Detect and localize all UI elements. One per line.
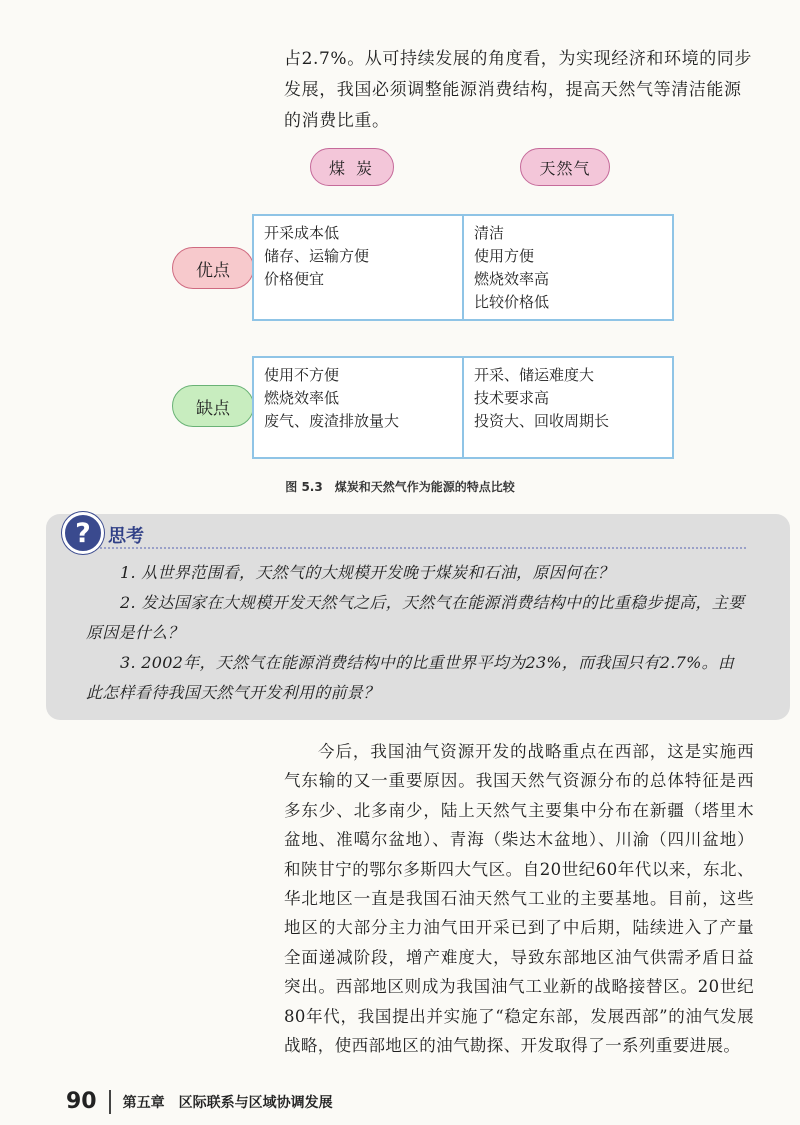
question-1: 1. 从世界范围看，天然气的大规模开发晚于煤炭和石油，原因何在？ — [120, 563, 614, 582]
think-title: 思考 — [108, 526, 144, 547]
gas-advantages-cell — [464, 216, 672, 319]
list-item: 燃烧效率低 — [264, 389, 340, 407]
page-number: 90 — [66, 1089, 97, 1114]
disadvantages-box — [252, 356, 674, 459]
list-item: 使用不方便 — [264, 366, 340, 384]
question-3: 3. 2002年，天然气在能源消费结构中的比重世界平均为23%，而我国只有2.7%。由此怎样看待我国天然气开发利用的前景？ — [86, 653, 735, 702]
row-label-disadvantages: 缺点 — [172, 385, 254, 427]
chapter-title: 第五章 区际联系与区域协调发展 — [122, 1094, 333, 1111]
list-item: 投资大、回收周期长 — [474, 412, 610, 430]
think-box — [46, 514, 790, 720]
dotted-divider — [100, 547, 746, 549]
figure-caption: 图 5.3 煤炭和天然气作为能源的特点比较 — [285, 480, 515, 494]
list-item: 技术要求高 — [474, 389, 550, 407]
list-item: 比较价格低 — [474, 293, 550, 311]
gas-disadvantages-cell — [464, 358, 672, 457]
footer-divider — [109, 1090, 111, 1114]
list-item: 储存、运输方便 — [264, 247, 370, 265]
list-item: 燃烧效率高 — [474, 270, 550, 288]
list-item: 开采、储运难度大 — [474, 366, 595, 384]
list-item: 废气、废渣排放量大 — [264, 412, 400, 430]
coal-disadvantages-cell — [254, 358, 464, 457]
column-label-coal: 煤 炭 — [310, 148, 394, 186]
page-footer — [66, 1089, 333, 1114]
list-item: 价格便宜 — [264, 270, 325, 288]
coal-advantages-cell — [254, 216, 464, 319]
advantages-box — [252, 214, 674, 321]
think-questions — [86, 558, 746, 708]
list-item: 使用方便 — [474, 247, 535, 265]
list-item: 开采成本低 — [264, 224, 340, 242]
intro-paragraph: 占2.7%。从可持续发展的角度看，为实现经济和环境的同步发展，我国必须调整能源消费结构，提高天然气等清洁能源的消费比重。 — [284, 49, 752, 131]
row-label-advantages: 优点 — [172, 247, 254, 289]
column-label-natural-gas: 天然气 — [520, 148, 610, 186]
list-item: 清洁 — [474, 224, 505, 242]
main-paragraph: 今后，我国油气资源开发的战略重点在西部，这是实施西气东输的又一重要原因。我国天然气资源分布的总体特征是西多东少、北多南少，陆上天然气主要集中分布在新疆（塔里木盆地、准噶尔盆地）、青海（柴达木盆地）、川渝（四川盆地）和陕甘宁的鄂尔多斯四大气区。自20世纪60年代以来，东北、华北地区一直是我国石油天然气工业的主要基地。目前，这些地区的大部分主力油气田开采已到了中后期，陆续进入了产量全面递减阶段，增产难度大，导致东部地区油气供需矛盾日益突出。西部地区则成为我国油气工业新的战略接替区。20世纪80年代，我国提出并实施了“稳定东部，发展西部”的油气发展战略，使西部地区的油气勘探、开发取得了一系列重要进展。 — [284, 742, 754, 1056]
question-2: 2. 发达国家在大规模开发天然气之后，天然气在能源消费结构中的比重稳步提高，主要原因是什么？ — [86, 593, 745, 642]
question-mark-icon: ? — [62, 512, 104, 554]
